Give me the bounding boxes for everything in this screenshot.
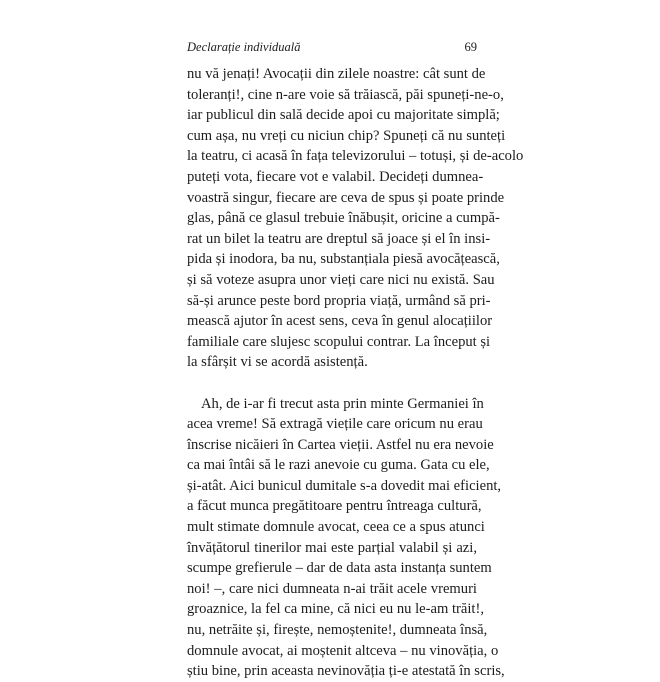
paragraph-1 bbox=[187, 64, 524, 373]
running-title: Declarație individuală bbox=[187, 40, 301, 54]
text-line: domnule avocat, ai moștenit altceva – nu vinovăția, o bbox=[187, 642, 499, 659]
text-line: nu vă jenați! Avocații din zilele noastre: cât sunt de bbox=[187, 66, 486, 82]
text-line: știu bine, prin aceasta nevinovăția ți-e atestată în scris, bbox=[187, 663, 505, 680]
text-line: groaznice, la fel ca mine, că nici eu nu le-am trăit!, bbox=[187, 601, 484, 618]
text-line: noi! –, care nici dumneata n-ai trăit acele vremuri bbox=[187, 580, 477, 597]
text-line: Ah, de i-ar fi trecut asta prin minte Germaniei în bbox=[201, 395, 484, 412]
text-line: iar publicul din sală decide apoi cu majoritate simplă; bbox=[187, 107, 500, 124]
paragraph-2 bbox=[187, 394, 505, 682]
text-line: a făcut munca pregătitoare pentru întreaga cultură, bbox=[187, 498, 482, 515]
paragraph-gap bbox=[187, 373, 477, 394]
text-line: glas, până ce glasul trebuie înăbușit, oricine a cumpă- bbox=[187, 210, 500, 227]
running-head bbox=[187, 40, 477, 58]
text-line: acea vreme! Să extragă viețile care oricum nu erau bbox=[187, 416, 483, 433]
text-line: nu, netrăite și, firește, nemoștenite!, dumneata însă, bbox=[187, 622, 488, 639]
text-line: pida și inodora, ba nu, substanțiala piesă avocățească, bbox=[187, 251, 500, 268]
text-line: la teatru, ci acasă în fața televizorului – totuși, și de-acolo bbox=[187, 148, 524, 165]
text-line: familiale care slujesc scopului contrar. La început și bbox=[187, 333, 491, 350]
text-line: puteți vota, fiecare vot e valabil. Decideți dumnea- bbox=[187, 168, 484, 185]
text-line: mult stimate domnule avocat, ceea ce a spus atunci bbox=[187, 519, 485, 536]
text-line: voastră singur, fiecare are ceva de spus și poate prinde bbox=[187, 189, 505, 206]
text-line: scumpe grefierule – dar de data asta instanța suntem bbox=[187, 560, 492, 577]
text-line: cum așa, nu vreți cu niciun chip? Spuneți că nu sunteți bbox=[187, 127, 506, 144]
text-line: să-și arunce peste bord propria viață, urmând să pri- bbox=[187, 292, 491, 309]
text-line: învățătorul tinerilor mai este parțial valabil și azi, bbox=[187, 539, 477, 556]
text-line: ca mai întâi să le razi anevoie cu guma. Gata cu ele, bbox=[187, 457, 490, 474]
text-line: și-atât. Aici bunicul dumitale s-a dovedit mai eficient, bbox=[187, 477, 502, 494]
text-line: la sfârșit vi se acordă asistență. bbox=[187, 354, 368, 371]
text-line: înscrise nicăieri în Cartea vieții. Astfel nu era nevoie bbox=[187, 436, 494, 453]
text-line: rat un bilet la teatru are dreptul să joace și el în insi- bbox=[187, 230, 491, 247]
body-text bbox=[187, 64, 524, 682]
page-number: 69 bbox=[464, 40, 477, 54]
text-line: și să voteze asupra unor vieți care nici nu există. Sau bbox=[187, 271, 495, 288]
text-line: toleranți!, cine n-are voie să trăiască, păi spuneți-ne-o, bbox=[187, 86, 504, 103]
text-line: mească ajutor în acest sens, ceva în genul alocațiilor bbox=[187, 313, 493, 330]
